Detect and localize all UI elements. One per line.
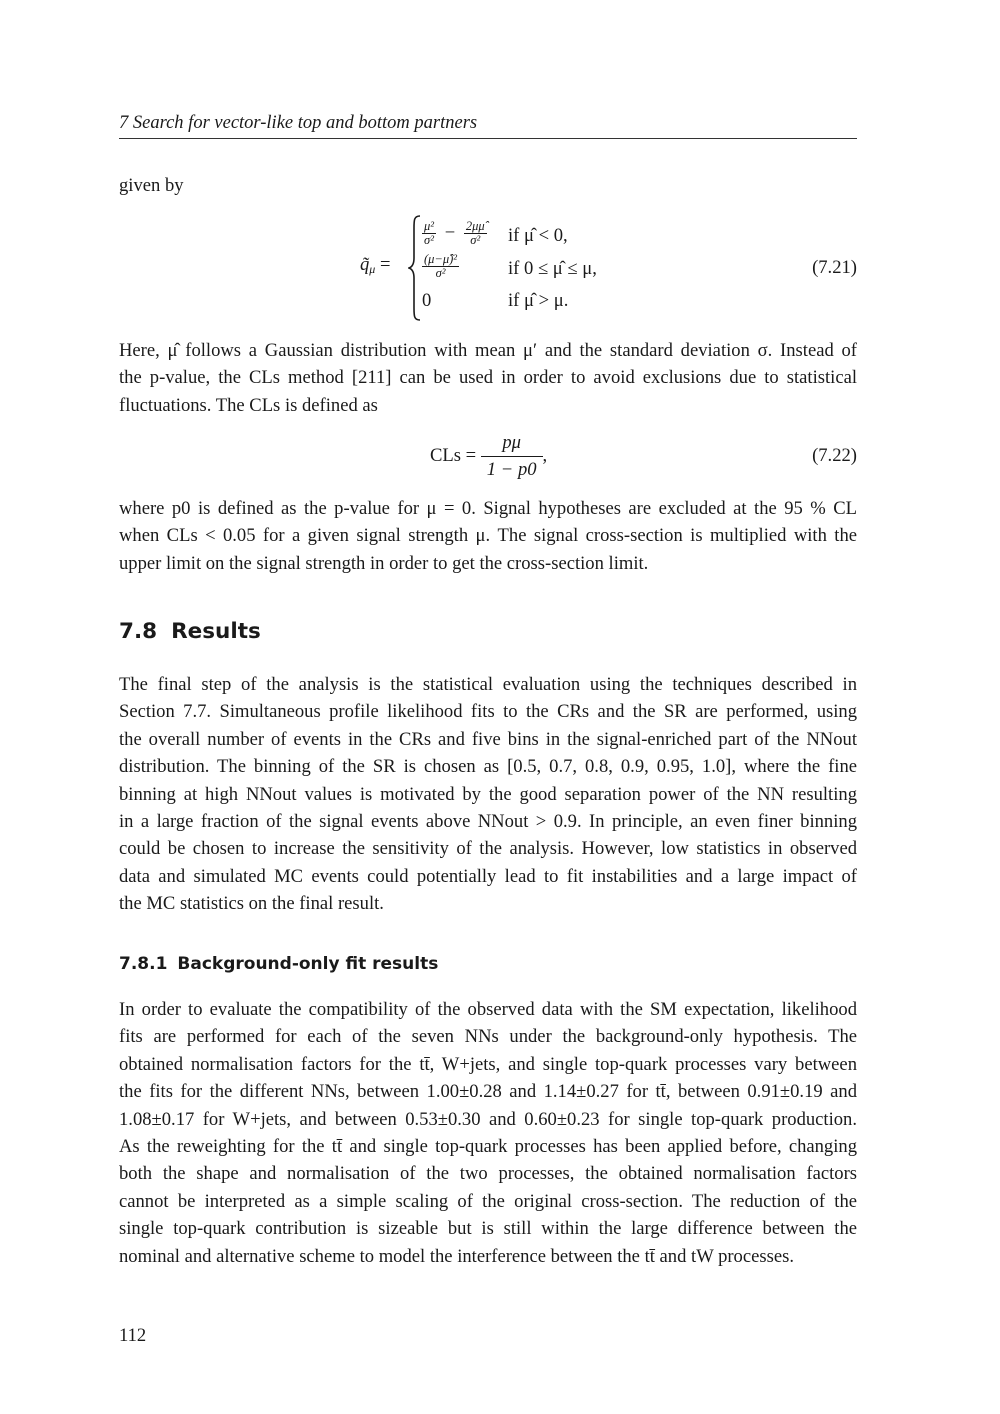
text-line: the fits for the different NNs, between 1.00±0.28 and 1.14±0.27 for tt̄, between 0.91±0.19 and bbox=[119, 1081, 857, 1103]
text-line: fluctuations. The CLs is defined as bbox=[119, 394, 378, 416]
text-line: The final step of the analysis is the statistical evaluation using the techniques described in bbox=[119, 674, 857, 695]
text-line: obtained normalisation factors for the tt̄, W+jets, and single top-quark processes vary between bbox=[119, 1053, 857, 1075]
text-line: upper limit on the signal strength in order to get the cross-section limit. bbox=[119, 552, 649, 574]
fraction: $\frac{\text{(μ−μ̂)²}}{\text{σ²}}$ bbox=[424, 252, 458, 280]
equation-7-21 bbox=[360, 214, 720, 322]
equation-lhs: $q̃_\mu$ = bbox=[360, 254, 391, 276]
running-head: 7 Search for vector-like top and bottom partners bbox=[119, 113, 478, 133]
equation-lhs: CLs = bbox=[430, 444, 477, 466]
case-condition-2: if 0 ≤ μ̂ ≤ μ, bbox=[508, 258, 597, 279]
page-number: 112 bbox=[119, 1325, 147, 1346]
text-line: nominal and alternative scheme to model the interference between the tt̄ and tW processes. bbox=[119, 1245, 794, 1267]
text-line: In order to evaluate the compatibility of the observed data with the SM expectation, likelihood bbox=[119, 999, 857, 1020]
text-line: the overall number of events in the CRs and five bins in the signal-enriched part of the NNout bbox=[119, 728, 857, 750]
paragraph-exclusion bbox=[119, 495, 857, 577]
section-heading: 7.8 Results bbox=[119, 619, 261, 644]
equation-7-22: CLs = $\frac{p\mu}{1 - p0}$ , bbox=[430, 432, 548, 480]
paragraph-background-fit bbox=[119, 996, 857, 1270]
equation-number: (7.21) bbox=[812, 257, 857, 278]
left-brace bbox=[408, 214, 422, 322]
text-line: the MC statistics on the final result. bbox=[119, 893, 384, 915]
header-rule bbox=[119, 138, 857, 139]
text-line: 1.08±0.17 for W+jets, and between 0.53±0.30 and 0.60±0.23 for single top-quark production. bbox=[119, 1108, 857, 1130]
given-by-text bbox=[119, 172, 857, 199]
text-line: single top-quark contribution is sizeable but is still within the large difference between the bbox=[119, 1218, 857, 1240]
text-line: the p-value, the CLs method [211] can be used in order to avoid exclusions due to statistical bbox=[119, 367, 857, 389]
fraction: $\frac{p\mu}{1 - p0}$ bbox=[481, 432, 543, 481]
text-line: when CLs < 0.05 for a given signal strength μ. The signal cross-section is multiplied with the bbox=[119, 525, 857, 547]
fraction: $\frac{2\mu\mû}{\text{σ²}}$ bbox=[465, 219, 485, 247]
case-condition-1: if μ̂ < 0, bbox=[508, 225, 568, 246]
fraction: $\frac{\text{μ²}}{\text{σ²}}$ bbox=[424, 219, 435, 247]
text-line: could be chosen to increase the sensitivity of the analysis. However, low statistics in observed bbox=[119, 838, 857, 860]
text-line: Section 7.7. Simultaneous profile likelihood fits to the CRs and the SR are performed, using bbox=[119, 701, 857, 723]
subsection-heading: 7.8.1 Background-only fit results bbox=[119, 954, 439, 974]
text-line: As the reweighting for the tt̄ and single top-quark processes has been applied before, changing bbox=[119, 1136, 857, 1158]
text-line: distribution. The binning of the SR is chosen as [0.5, 0.7, 0.8, 0.9, 0.95, 1.0], where the fine bbox=[119, 756, 857, 778]
case-row-1: $\frac{\text{μ²}}{\text{σ²}}$ − $\frac{2\mu\mû}{\text{σ²}}$ bbox=[424, 219, 485, 247]
paragraph-cls-intro bbox=[119, 337, 857, 419]
equation-number: (7.22) bbox=[812, 445, 857, 466]
case-row-3: 0 bbox=[422, 290, 432, 311]
case-condition-3: if μ̂ > μ. bbox=[508, 290, 569, 311]
text-line: data and simulated MC events could potentially lead to fit instabilities and a large impact of bbox=[119, 865, 857, 887]
text-line: cannot be interpreted as a simple scaling of the original cross-section. The reduction of the bbox=[119, 1190, 857, 1212]
text-line: both the shape and normalisation of the two processes, the obtained normalisation factors bbox=[119, 1163, 857, 1185]
text-line: in a large fraction of the signal events above NNout > 0.9. In principle, an even finer binning bbox=[119, 811, 857, 833]
text-line: where p0 is defined as the p-value for μ = 0. Signal hypotheses are excluded at the 95 % CL bbox=[119, 498, 857, 519]
text-line: binning at high NNout values is motivated by the good separation power of the NN resulting bbox=[119, 783, 857, 805]
paragraph-results bbox=[119, 671, 857, 918]
text-line: given by bbox=[119, 175, 184, 196]
text-line: fits are performed for each of the seven NNs under the background-only hypothesis. The bbox=[119, 1026, 857, 1048]
case-row-2 bbox=[422, 253, 459, 280]
text-line: Here, μ̂ follows a Gaussian distribution with mean μ′ and the standard deviation σ. Instead of bbox=[119, 340, 857, 361]
